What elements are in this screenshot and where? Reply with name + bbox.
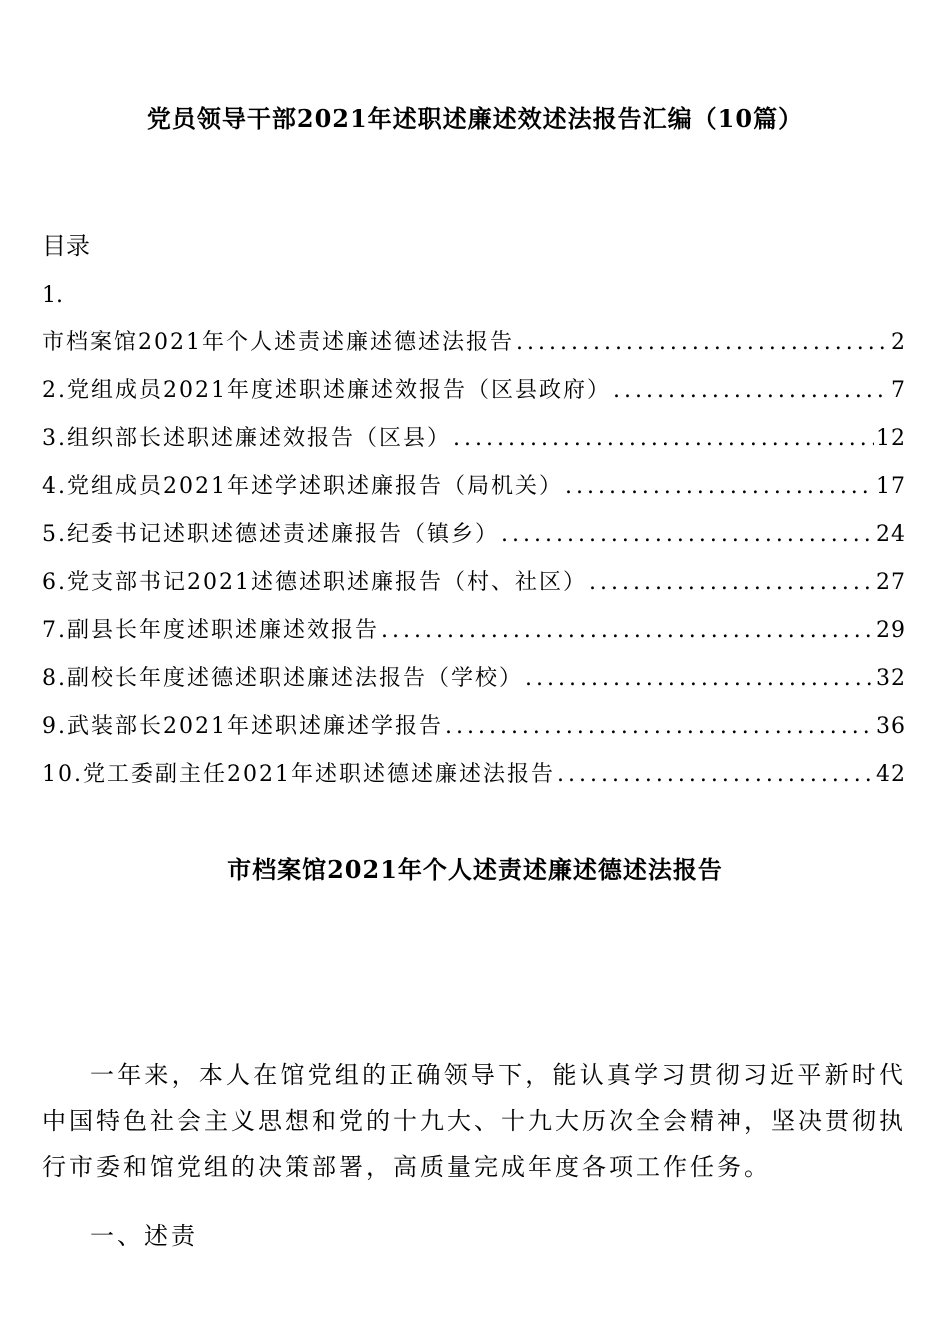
toc-leader-dots [381,615,874,647]
toc-entry-text: 5.纪委书记述职述德述责述廉报告（镇乡） [42,522,499,547]
document-title: 党员领导干部2021年述职述廉述效述法报告汇编（10篇） [146,104,804,133]
toc-leader-dots [445,711,874,743]
toc-entry-page: 12 [876,426,906,451]
toc-entry-page: 42 [876,762,906,787]
toc-entry[interactable] [42,471,906,519]
toc-entry-page: 36 [876,714,906,739]
toc-entry[interactable] [42,567,906,615]
toc-leader-dots [501,519,874,551]
toc-entry-text: 3.组织部长述职述廉述效报告（区县） [42,426,451,451]
body-paragraph: 一年来，本人在馆党组的正确领导下，能认真学习贯彻习近平新时代中国特色社会主义思想和党的十九大、十九大历次全会精神，坚决贯彻执行市委和馆党组的决策部署，高质量完成年度各项工作任务。 [42,1061,906,1181]
toc-entry[interactable] [42,327,906,375]
toc-entry-page: 2 [891,330,906,355]
toc-entry[interactable] [42,759,906,807]
toc-entry-text: 4.党组成员2021年述学述职述廉报告（局机关） [42,474,563,499]
toc-entry[interactable] [42,375,906,423]
toc-entry[interactable] [42,711,906,759]
sub-heading: 一、述责 [90,1222,198,1250]
toc-leader-dots [516,327,889,359]
toc-leader-dots [557,759,874,791]
toc-entry-text: 9.武装部长2021年述职述廉述学报告 [42,714,443,739]
toc-entry-text: 2.党组成员2021年度述职述廉述效报告（区县政府） [42,378,611,403]
toc-entry-text: 10.党工委副主任2021年述职述德述廉述法报告 [42,762,555,787]
toc-entry-page: 32 [876,666,906,691]
section-title: 市档案馆2021年个人述责述廉述德述法报告 [227,855,723,884]
toc-entry-text: 6.党支部书记2021述德述职述廉报告（村、社区） [42,570,587,595]
toc-entry[interactable] [42,615,906,663]
toc-leader-dots [589,567,874,599]
toc-first-number: 1. [42,283,63,308]
toc-leader-dots [453,423,874,455]
toc-entry-text: 市档案馆2021年个人述责述廉述德述法报告 [42,330,514,355]
toc-entry[interactable] [42,663,906,711]
toc-entry[interactable] [42,423,906,471]
toc-entry-text: 7.副县长年度述职述廉述效报告 [42,618,379,643]
toc-heading: 目录 [42,232,90,260]
toc-entry-page: 17 [876,474,906,499]
toc-leader-dots [565,471,874,503]
toc-entry-page: 29 [876,618,906,643]
toc-entry[interactable] [42,519,906,567]
toc-entry-page: 7 [891,378,906,403]
toc-entry-page: 24 [876,522,906,547]
table-of-contents [42,327,906,807]
toc-entry-text: 8.副校长年度述德述职述廉述法报告（学校） [42,666,523,691]
toc-leader-dots [613,375,889,407]
toc-leader-dots [525,663,874,695]
toc-entry-page: 27 [876,570,906,595]
